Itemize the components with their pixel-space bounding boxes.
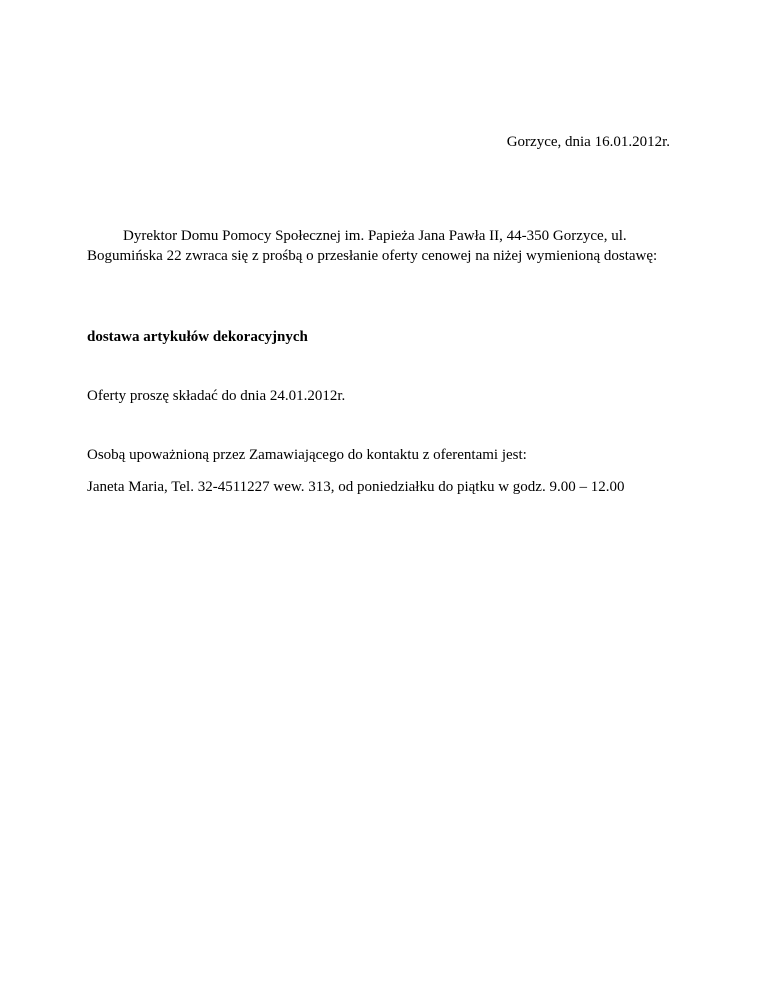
deadline-text: Oferty proszę składać do dnia 24.01.2012r. bbox=[87, 388, 346, 404]
intro-paragraph: Dyrektor Domu Pomocy Społecznej im. Papieża Jana Pawła II, 44-350 Gorzyce, ul. Bogumińska 22 zwraca się z prośbą o przesłanie oferty cenowej na niżej wymienioną dostawę: bbox=[87, 228, 658, 264]
date-line: Gorzyce, dnia 16.01.2012r. bbox=[506, 134, 670, 150]
subject-heading: dostawa artykułów dekoracyjnych bbox=[87, 329, 308, 345]
contact-details-text: Janeta Maria, Tel. 32-4511227 wew. 313, od poniedziałku do piątku w godz. 9.00 – 12.00 bbox=[87, 479, 625, 495]
contact-intro-text: Osobą upoważnioną przez Zamawiającego do kontaktu z oferentami jest: bbox=[87, 447, 527, 463]
